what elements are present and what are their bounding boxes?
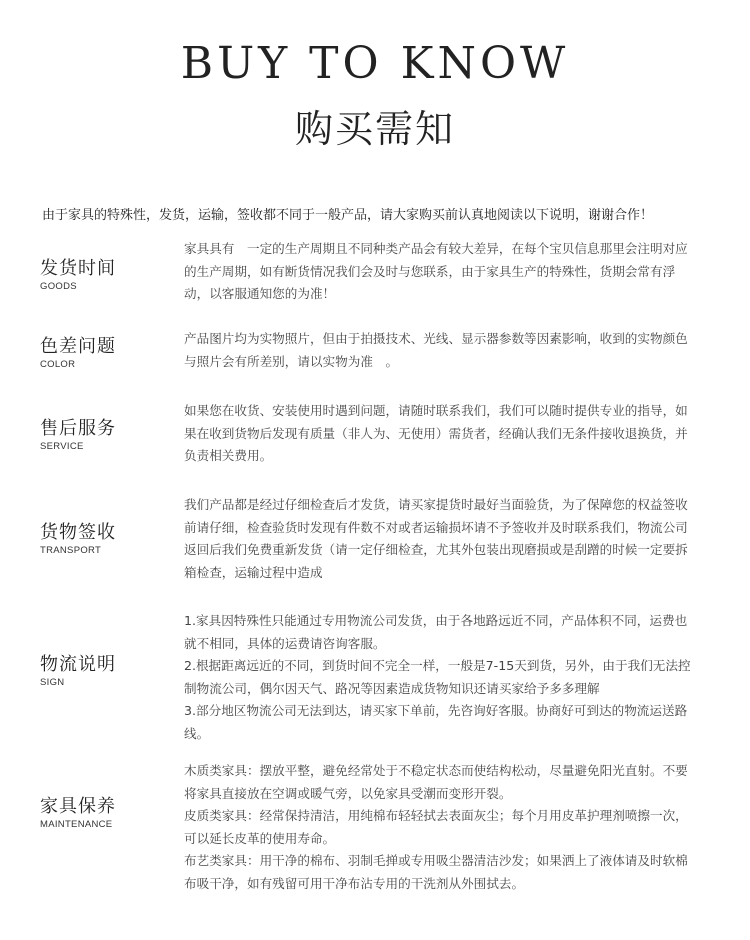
intro-text: 由于家具的特殊性，发货，运输，签收都不同于一般产品，请大家购买前认真地阅读以下说明，谢谢合作！: [42, 208, 654, 223]
section-label: [40, 254, 116, 292]
section-paragraph: 我们产品都是经过仔细检查后才发货，请买家提货时最好当面验货，为了保障您的权益签收前请仔细，检查验货时发现有件数不对或者运输损坏请不予签收并及时联系我们，物流公司返回后我们免费重新发货（请一定仔细检查，尤其外包装出现磨损或是刮蹭的时候一定要拆箱检查，运输过程中造成: [184, 497, 688, 580]
section-subtitle: TRANSPORT: [40, 545, 102, 556]
title-english: BUY TO KNOW: [180, 38, 570, 89]
section-paragraph: 1.家具因特殊性只能通过专用物流公司发货，由于各地路远近不同，产品体积不同，运费也就不相同，具体的运费请咨询客服。: [184, 613, 688, 651]
section-label: [40, 332, 116, 370]
section-subtitle: SIGN: [40, 677, 65, 688]
section-subtitle: GOODS: [40, 281, 77, 292]
section-title: 发货时间: [40, 258, 116, 279]
section-body: [184, 238, 694, 306]
section-paragraph: 皮质类家具：经常保持清洁，用纯棉布轻轻拭去表面灰尘；每个月用皮革护理剂喷擦一次，可以延长皮革的使用寿命。: [184, 808, 688, 846]
section-subtitle: SERVICE: [40, 441, 84, 452]
section-paragraph: 3.部分地区物流公司无法到达，请买家下单前，先咨询好客服。协商好可到达的物流运送路线。: [184, 703, 688, 741]
section-title: 色差问题: [40, 336, 116, 357]
section-body: [184, 328, 694, 373]
section-paragraph: 木质类家具：摆放平整，避免经常处于不稳定状态而使结构松动，尽量避免阳光直射。不要将家具直接放在空调或暖气旁，以免家具受潮而变形开裂。: [184, 763, 688, 801]
section-title: 售后服务: [40, 418, 116, 439]
section-body: [184, 494, 694, 584]
section-subtitle: MAINTENANCE: [40, 819, 113, 830]
section-label: [40, 518, 116, 556]
section-paragraph: 产品图片均为实物照片，但由于拍摄技术、光线、显示器参数等因素影响，收到的实物颜色与照片会有所差别，请以实物为准 。: [184, 331, 688, 369]
section-label: [40, 792, 116, 830]
title-chinese: 购买需知: [294, 107, 455, 151]
section-paragraph: 2.根据距离远近的不同，到货时间不完全一样，一般是7-15天到货，另外，由于我们无法控制物流公司，偶尔因天气、路况等因素造成货物知识还请买家给予多多理解: [184, 658, 691, 696]
section-body: [184, 610, 694, 745]
section-title: 货物签收: [40, 522, 116, 543]
section-paragraph: 如果您在收货、安装使用时遇到问题，请随时联系我们，我们可以随时提供专业的指导，如果在收到货物后发现有质量（非人为、无使用）需货者，经确认我们无条件接收退换货，并负责相关费用。: [184, 403, 688, 463]
section-label: [40, 414, 116, 452]
section-title: 物流说明: [40, 654, 116, 675]
section-label: [40, 650, 116, 688]
section-body: [184, 760, 694, 895]
section-paragraph: 布艺类家具：用干净的棉布、羽制毛掸或专用吸尘器清洁沙发；如果洒上了液体请及时软棉布吸干净，如有残留可用干净布沾专用的干洗剂从外围拭去。: [184, 853, 688, 891]
section-body: [184, 400, 694, 468]
section-subtitle: COLOR: [40, 359, 76, 370]
section-title: 家具保养: [40, 796, 116, 817]
section-paragraph: 家具具有 一定的生产周期且不同种类产品会有较大差异，在每个宝贝信息那里会注明对应的生产周期，如有断货情况我们会及时与您联系，由于家具生产的特殊性，货期会常有浮动，以客服通知您的为准！: [184, 241, 688, 301]
